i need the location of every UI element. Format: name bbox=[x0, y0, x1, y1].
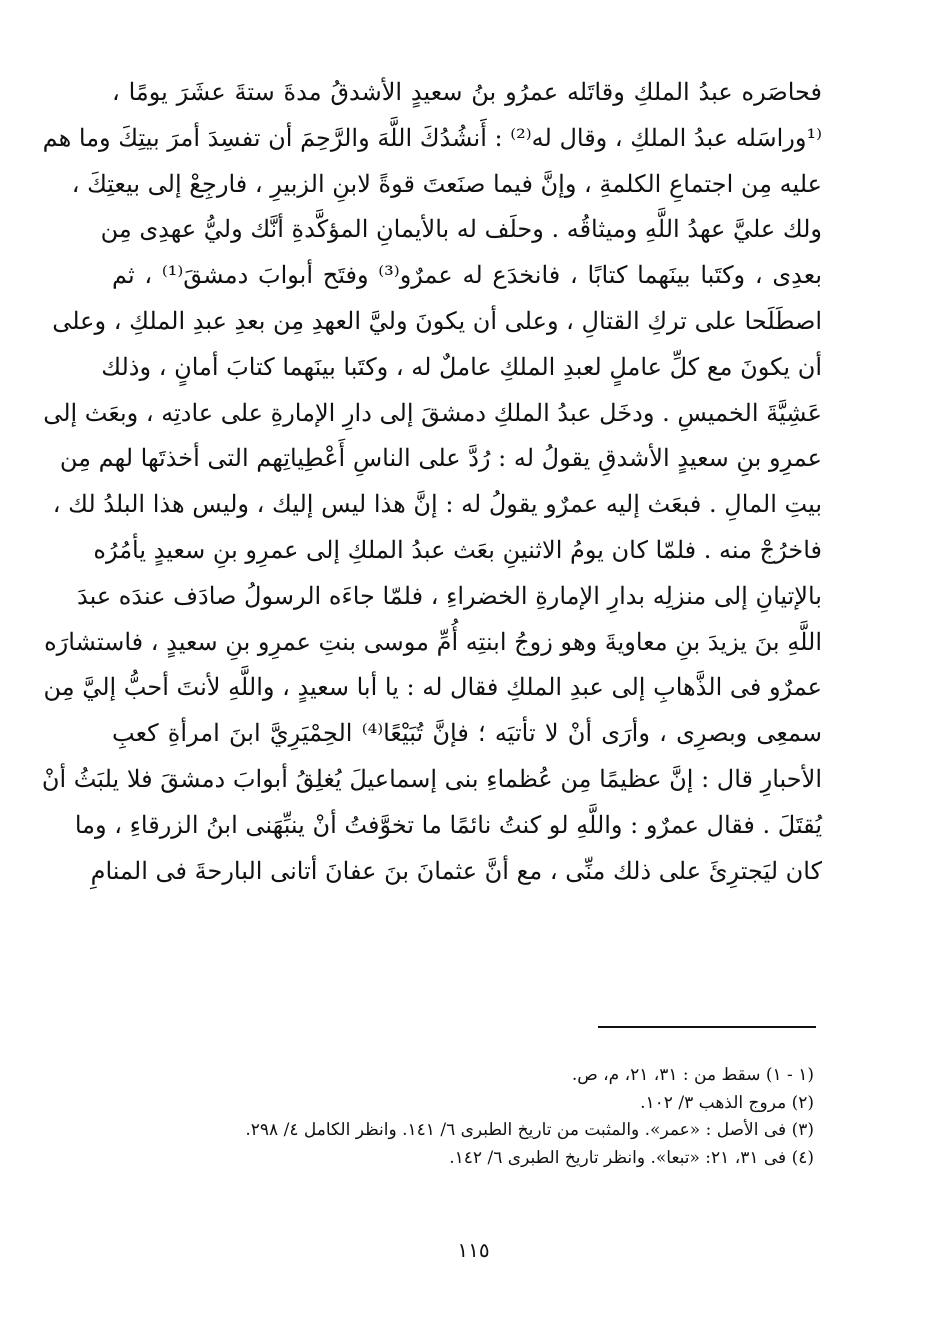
text-line: بالإتيانِ إلى منزلِه بدارِ الإمارةِ الخضراءِ ، فلمّا جاءَه الرسولُ صادَف عندَه عبدَ bbox=[77, 581, 822, 610]
text-line: عمرٌو فى الذَّهابِ إلى عبدِ الملكِ فقال له : يا أبا سعيدٍ ، واللَّهِ لأنتَ أحبُّ إليَّ مِن bbox=[43, 673, 822, 702]
footnote: (١ - ١) سقط من : ٣١، ٢١، م، ص. bbox=[571, 1065, 814, 1085]
footnote: (٣) فى الأصل : «عمر». والمثبت من تاريخ الطبرى ٦/ ١٤١. وانظر الكامل ٤/ ٢٩٨. bbox=[245, 1120, 814, 1140]
footnote: (٤) فى ٣١، ٢١: «تبعا». وانظر تاريخ الطبرى ٦/ ١٤٢. bbox=[449, 1147, 814, 1168]
footnotes bbox=[150, 1062, 814, 1172]
text-line: عليه مِن اجتماعِ الكلمةِ ، وإنَّ فيما صنَعتَ قوةً لابنِ الزبيرِ ، فارجِعْ إلى بيعتِكَ ، bbox=[71, 169, 822, 198]
text-line: كان ليَجترِئَ على ذلك منِّى ، مع أنَّ عثمانَ بنَ عفانَ أتانى البارحةَ فى المنامِ bbox=[90, 856, 822, 885]
text-line: ولك عليَّ عهدُ اللَّهِ وميثاقُه . وحلَف له بالأيمانِ المؤكَّدةِ أنَّك وليُّ عهدِى مِن bbox=[100, 215, 822, 244]
text-line: بيتِ المالِ . فبعَث إليه عمرٌو يقولُ له : إنَّ هذا ليس إليك ، وليس هذا البلدُ لك ، bbox=[52, 490, 822, 519]
text-line: الأحبارِ قال : إنَّ عظيمًا مِن عُظماءِ بنى إسماعيلَ يُغلِقُ أبوابَ دمشقَ فلا يلبَثُ أنْ bbox=[41, 764, 822, 793]
text-line: اصطَلَحا على تركِ القتالِ ، وعلى أن يكونَ وليَّ العهدِ مِن بعدِ عبدِ الملكِ ، وعلى bbox=[52, 306, 822, 335]
text-line: عَشِيَّةَ الخميسِ . ودخَل عبدُ الملكِ دمشقَ إلى دارِ الإمارةِ على عادتِه ، وبعَث إلى bbox=[43, 398, 822, 427]
text-line: فاخرُجْ منه . فلمّا كان يومُ الاثنينِ بعَث عبدُ الملكِ إلى عمرِو بنِ سعيدٍ يأمُرُه bbox=[93, 535, 822, 564]
page-number: ١١٥ bbox=[457, 1238, 490, 1262]
text-line: يُقتَلَ . فقال عمرٌو : واللَّهِ لو كنتُ نائمًا ما تخوَّفتُ أنْ ينبِّهَنى ابنُ الزرقاءِ ، وما bbox=[74, 810, 822, 839]
footnote: (٢) مروج الذهب ٣/ ١٠٢. bbox=[640, 1092, 814, 1113]
text-line: سمعِى وبصرِى ، وأرَى أنْ لا تأتيَه ؛ فإنَّ تُبَيْعًا⁽⁴⁾ الحِمْيَرِيَّ ابنَ امرأةِ كعبِ bbox=[112, 719, 822, 748]
footnote-separator bbox=[598, 1026, 816, 1028]
text-line: أن يكونَ مع كلِّ عاملٍ لعبدِ الملكِ عاملٌ له ، وكتَبا بينَهما كتابَ أمانٍ ، وذلك bbox=[101, 352, 822, 381]
text-line: ⁽¹وراسَله عبدُ الملكِ ، وقال له⁽²⁾ : أَنشُدُكَ اللَّهَ والرَّحِمَ أن تفسِدَ أمرَ بيتِكَ وما هم bbox=[42, 123, 822, 152]
text-line: فحاصَره عبدُ الملكِ وقاتَله عمرُو بنُ سعيدٍ الأشدقُ مدةَ ستةَ عشَرَ يومًا ، bbox=[112, 78, 822, 106]
text-line: بعدِى ، وكتَبا بينَهما كتابًا ، فانخدَع له عمرٌو⁽³⁾ وفتَح أبوابَ دمشقَ⁽¹⁾ ، ثم bbox=[112, 261, 822, 290]
main-text bbox=[41, 70, 822, 894]
text-line: اللَّهِ بنَ يزيدَ بنِ معاويةَ وهو زوجُ ابنتِه أُمِّ موسى بنتِ عمرِو بنِ سعيدٍ ، فاستشارَه bbox=[44, 627, 822, 656]
text-line: عمرِو بنِ سعيدٍ الأشدقِ يقولُ له : رُدَّ على الناسِ أَعْطِياتِهم التى أخذتَها لهم مِن bbox=[59, 444, 822, 473]
